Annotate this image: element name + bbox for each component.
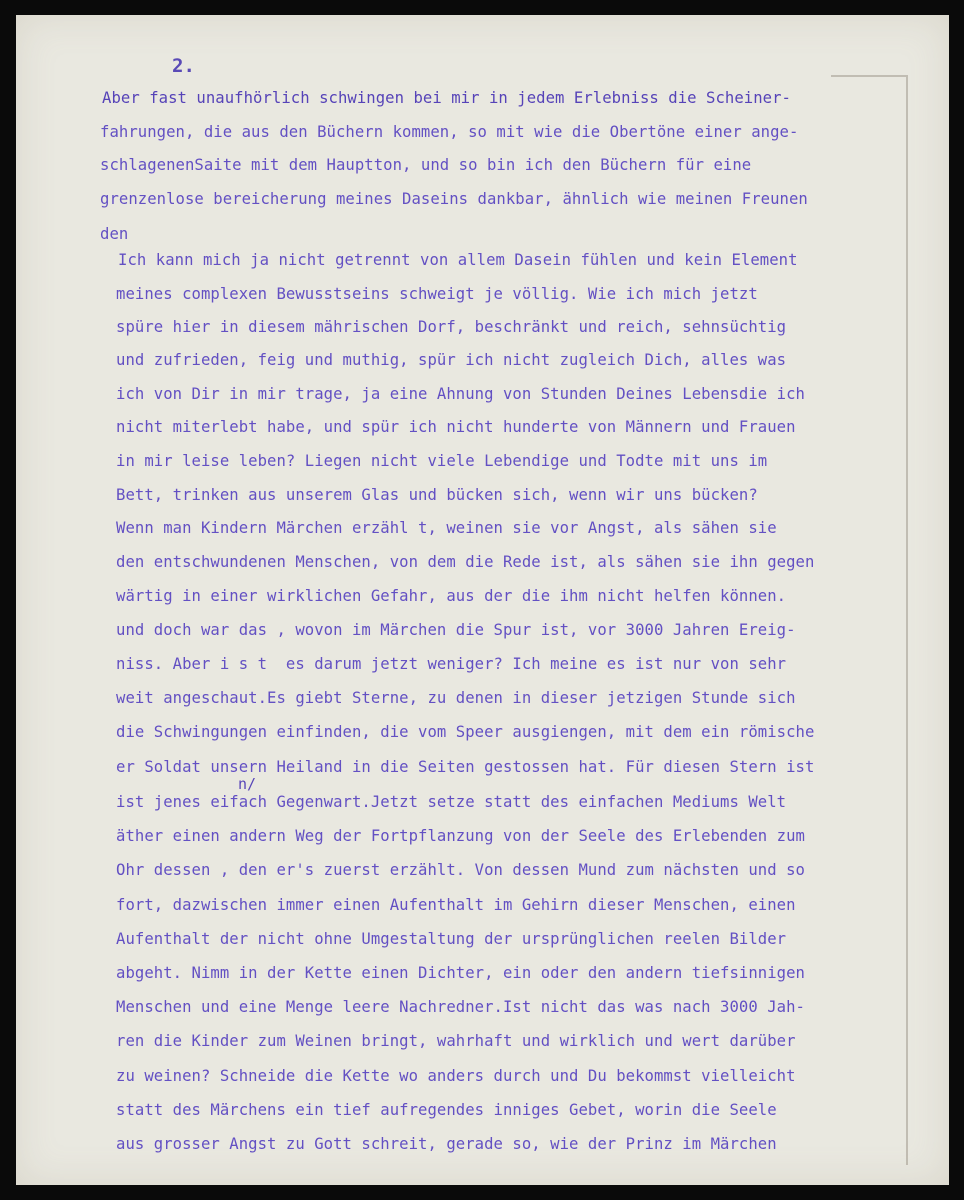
text-line-10: ich von Dir in mir trage, ja eine Ahnung von Stunden Deines Lebensdie ich [116, 385, 805, 403]
text-line-11: nicht miterlebt habe, und spür ich nicht hunderte von Männern und Frauen [116, 418, 796, 436]
text-line-20: die Schwingungen einfinden, die vom Speer ausgiengen, mit dem ein römische [116, 723, 815, 741]
text-line-7: meines complexen Bewusstseins schweigt je völlig. Wie ich mich jetzt [116, 285, 758, 303]
text-line-25: fort, dazwischen immer einen Aufenthalt im Gehirn dieser Menschen, einen [116, 896, 796, 914]
margin-rule [906, 75, 908, 1165]
text-line-26: Aufenthalt der nicht ohne Umgestaltung der ursprünglichen reelen Bilder [116, 930, 787, 948]
text-line-22: ist jenes eifach Gegenwart.Jetzt setze statt des einfachen Mediums Welt [116, 793, 787, 811]
text-line-16: wärtig in einer wirklichen Gefahr, aus der die ihm nicht helfen können. [116, 587, 787, 605]
text-line-21: er Soldat unsern Heiland in die Seiten gestossen hat. Für diesen Stern ist [116, 758, 815, 776]
text-line-29: ren die Kinder zum Weinen bringt, wahrhaft und wirklich und wert darüber [116, 1032, 796, 1050]
text-line-28: Menschen und eine Menge leere Nachredner.Ist nicht das was nach 3000 Jah- [116, 998, 805, 1016]
text-line-30: zu weinen? Schneide die Kette wo anders durch und Du bekommst vielleicht [116, 1067, 796, 1085]
text-line-8: spüre hier in diesem mährischen Dorf, beschränkt und reich, sehnsüchtig [116, 318, 787, 336]
text-line-18: niss. Aber i s t es darum jetzt weniger? Ich meine es ist nur von sehr [116, 655, 787, 673]
text-line-17: und doch war das , wovon im Märchen die Spur ist, vor 3000 Jahren Ereig- [116, 621, 796, 639]
text-line-2: fahrungen, die aus den Büchern kommen, so mit wie die Obertöne einer ange- [100, 123, 799, 141]
text-line-5: den [100, 225, 129, 243]
text-line-12: in mir leise leben? Liegen nicht viele Lebendige und Todte mit uns im [116, 452, 768, 470]
text-line-15: den entschwundenen Menschen, von dem die Rede ist, als sähen sie ihn gegen [116, 553, 815, 571]
text-line-27: abgeht. Nimm in der Kette einen Dichter, ein oder den andern tiefsinnigen [116, 964, 805, 982]
handwritten-insertion: n/ [238, 775, 257, 793]
text-line-6: Ich kann mich ja nicht getrennt von allem Dasein fühlen und kein Element [118, 251, 798, 269]
text-line-32: aus grosser Angst zu Gott schreit, gerade so, wie der Prinz im Märchen [116, 1135, 777, 1153]
text-line-14: Wenn man Kindern Märchen erzähl t, weinen sie vor Angst, als sähen sie [116, 519, 777, 537]
text-line-3: schlagenenSaite mit dem Hauptton, und so bin ich den Büchern für eine [100, 156, 752, 174]
text-line-1: Aber fast unaufhörlich schwingen bei mir in jedem Erlebniss die Scheiner- [102, 89, 791, 107]
top-margin-rule [831, 75, 906, 77]
text-line-4: grenzenlose bereicherung meines Daseins dankbar, ähnlich wie meinen Freunen [100, 190, 808, 208]
text-line-24: Ohr dessen , den er's zuerst erzählt. Von dessen Mund zum nächsten und so [116, 861, 805, 879]
page-number: 2. [172, 55, 195, 77]
text-line-19: weit angeschaut.Es giebt Sterne, zu denen in dieser jetzigen Stunde sich [116, 689, 796, 707]
text-line-9: und zufrieden, feig und muthig, spür ich nicht zugleich Dich, alles was [116, 351, 787, 369]
text-line-31: statt des Märchens ein tief aufregendes inniges Gebet, worin die Seele [116, 1101, 777, 1119]
text-line-23: äther einen andern Weg der Fortpflanzung von der Seele des Erlebenden zum [116, 827, 805, 845]
text-line-13: Bett, trinken aus unserem Glas und bücken sich, wenn wir uns bücken? [116, 486, 758, 504]
